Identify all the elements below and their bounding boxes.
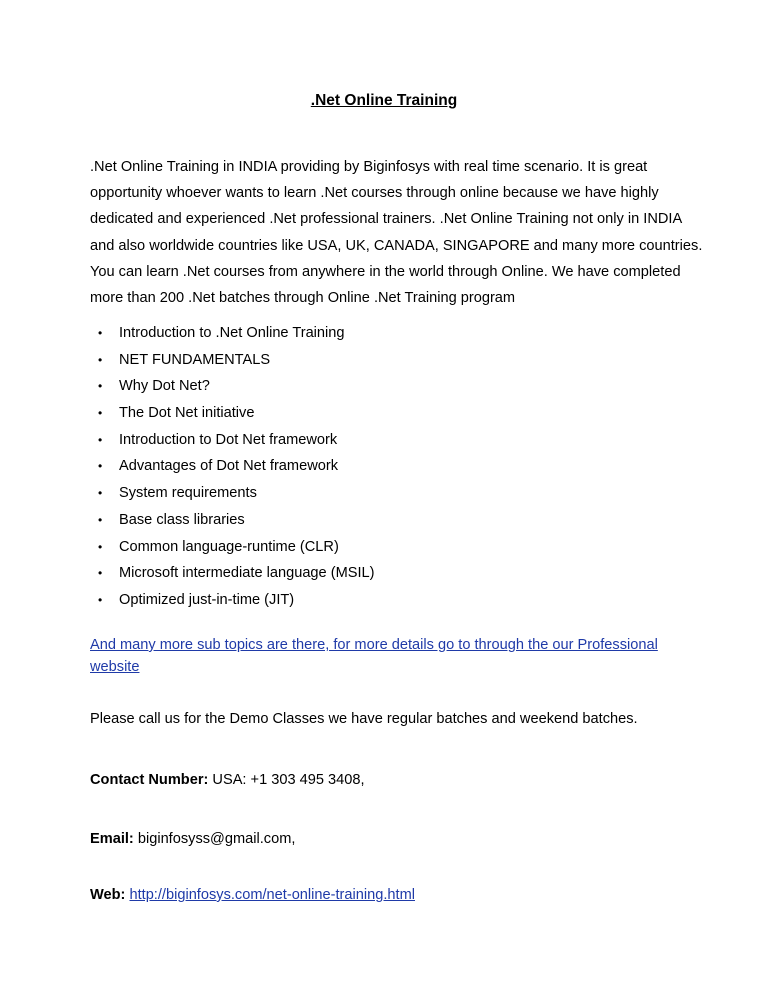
list-item xyxy=(90,347,375,374)
bullet-icon: • xyxy=(98,379,103,394)
bullet-icon: • xyxy=(98,592,103,607)
more-topics-link-line[interactable]: website xyxy=(90,659,140,675)
page-title: .Net Online Training xyxy=(310,92,458,109)
topic-list xyxy=(90,320,375,614)
list-item xyxy=(90,560,375,587)
demo-classes-text: Please call us for the Demo Classes we have regular batches and weekend batches. xyxy=(90,711,638,727)
intro-line: dedicated and experienced .Net professional trainers. .Net Online Training not only in INDIA xyxy=(90,211,683,228)
contact-label: Contact Number: xyxy=(90,772,209,788)
more-topics-link-line[interactable]: And many more sub topics are there, for more details go to through the our Professional xyxy=(90,637,658,653)
topic-label: Base class libraries xyxy=(119,511,245,528)
topic-label: Why Dot Net? xyxy=(119,378,210,395)
bullet-icon: • xyxy=(98,486,103,501)
bullet-icon: • xyxy=(98,432,103,447)
topic-label: Advantages of Dot Net framework xyxy=(119,458,339,475)
contact-value: USA: +1 303 495 3408, xyxy=(208,772,365,788)
email-value: biginfosyss@gmail.com, xyxy=(133,831,296,847)
bullet-icon: • xyxy=(98,566,103,581)
topic-label: Introduction to Dot Net framework xyxy=(119,431,338,448)
bullet-icon: • xyxy=(98,326,103,340)
topic-label: Common language-runtime (CLR) xyxy=(119,538,339,555)
contact-number xyxy=(90,772,365,788)
bullet-icon: • xyxy=(98,512,103,527)
bullet-icon: • xyxy=(98,539,103,554)
bullet-icon: • xyxy=(98,459,103,474)
bullet-icon: • xyxy=(98,352,103,367)
intro-line: and also worldwide countries like USA, UK, CANADA, SINGAPORE and many more countries. xyxy=(90,237,703,254)
list-item xyxy=(90,507,375,534)
list-item xyxy=(90,400,375,427)
topic-label: Optimized just-in-time (JIT) xyxy=(119,591,295,608)
website-link[interactable]: http://biginfosys.com/net-online-training.html xyxy=(129,887,415,903)
email-label: Email: xyxy=(90,831,134,847)
email-line xyxy=(90,831,295,847)
list-item xyxy=(90,480,375,507)
intro-line: more than 200 .Net batches through Online .Net Training program xyxy=(90,290,516,307)
web-label: Web: xyxy=(90,887,126,903)
list-item xyxy=(90,453,375,480)
bullet-icon: • xyxy=(98,406,103,421)
intro-paragraph xyxy=(90,154,703,311)
web-line xyxy=(90,887,415,903)
list-item xyxy=(90,427,375,454)
topic-label: NET FUNDAMENTALS xyxy=(119,351,271,368)
list-item xyxy=(90,534,375,561)
topic-label: System requirements xyxy=(119,485,257,502)
topic-label: The Dot Net initiative xyxy=(119,405,255,422)
intro-line: .Net Online Training in INDIA providing by Biginfosys with real time scenario. It is great xyxy=(90,159,648,175)
intro-line: You can learn .Net courses from anywhere in the world through Online. We have completed xyxy=(90,263,681,280)
list-item xyxy=(90,320,375,347)
topic-label: Introduction to .Net Online Training xyxy=(119,325,345,341)
list-item xyxy=(90,587,375,614)
list-item xyxy=(90,373,375,400)
topic-label: Microsoft intermediate language (MSIL) xyxy=(119,565,375,582)
intro-line: opportunity whoever wants to learn .Net courses through online because we have highly xyxy=(90,185,659,202)
more-topics-link[interactable] xyxy=(90,634,690,678)
